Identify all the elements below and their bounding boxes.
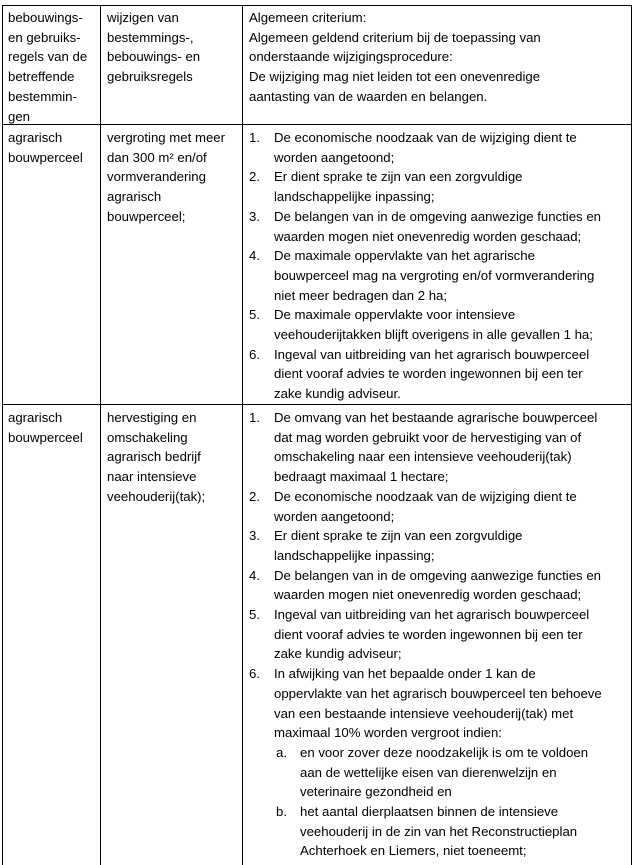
row-divider-1 bbox=[2, 124, 632, 125]
list-item-number: 6. bbox=[249, 346, 260, 362]
list-item-text: De economische noodzaak van de wijziging dient te bbox=[274, 488, 577, 504]
list-item-text: Ingeval van uitbreiding van het agrarisch bouwperceel bbox=[274, 346, 590, 362]
row2-col2-line: naar intensieve bbox=[107, 469, 197, 485]
list-item-number: 1. bbox=[249, 130, 260, 145]
list-item-text: De maximale oppervlakte voor intensieve bbox=[274, 307, 516, 323]
list-item-text: veehouderijtakken blijft overigens in alle gevallen 1 ha; bbox=[274, 327, 593, 342]
header-col2-line: bestemmings-, bbox=[107, 29, 194, 45]
table-border-left bbox=[2, 5, 3, 865]
table-border-right bbox=[631, 5, 632, 865]
list-item-text: De belangen van in de omgeving aanwezige functies en bbox=[274, 208, 601, 224]
header-col2-line: bebouwings- en bbox=[107, 49, 201, 65]
header-col1-line: en gebruiks- bbox=[8, 29, 81, 45]
row2-col2-line: agrarisch bedrijf bbox=[107, 449, 201, 465]
header-col3 bbox=[249, 8, 541, 107]
row1-col1-line: agrarisch bbox=[8, 130, 63, 145]
list-item-text: waarden mogen niet onevenredig worden geschaad; bbox=[274, 228, 582, 244]
list-item-text: niet meer bedragen dan 2 ha; bbox=[274, 287, 448, 303]
header-col1-line: gen bbox=[8, 108, 31, 124]
list-item-text: dient vooraf advies te worden ingewonnen bij een ter bbox=[274, 366, 583, 382]
list-item-text: bouwperceel mag na vergroting en/of vormverandering bbox=[274, 267, 595, 283]
criterion-line: onderstaande wijzigingsprocedure: bbox=[249, 49, 453, 65]
row2-col1-line: agrarisch bbox=[8, 410, 63, 425]
criterion-line: aantasting van de waarden en belangen. bbox=[249, 88, 488, 104]
row1-col2-line: vergroting met meer bbox=[107, 130, 225, 145]
sub-item-text: en voor zover deze noodzakelijk is om te voldoen bbox=[300, 744, 589, 760]
list-item-number: 4. bbox=[249, 567, 260, 583]
row2-col2-line: hervestiging en bbox=[107, 410, 197, 425]
list-item-number: 5. bbox=[249, 607, 260, 622]
list-item-text: In afwijking van het bepaalde onder 1 kan de bbox=[274, 666, 536, 682]
row1-col1-line: bouwperceel bbox=[8, 149, 83, 165]
header-col1-line: bestemmin- bbox=[8, 88, 77, 104]
list-item-number: 2. bbox=[249, 488, 260, 504]
list-item-text: zake kundig adviseur; bbox=[274, 646, 402, 662]
row1-col1 bbox=[8, 128, 83, 167]
row-divider-2 bbox=[2, 404, 632, 405]
list-item-text: De belangen van in de omgeving aanwezige functies en bbox=[274, 567, 601, 583]
list-item-text: zake kundig adviseur. bbox=[274, 386, 401, 402]
list-item-number: 5. bbox=[249, 307, 260, 323]
row1-col2-line: vormverandering bbox=[107, 169, 206, 185]
header-col2 bbox=[107, 8, 200, 87]
table-border-top bbox=[2, 5, 632, 6]
row2-col2-line: veehouderij(tak); bbox=[107, 488, 206, 504]
sub-item-text: veterinaire gezondheid en bbox=[300, 784, 452, 800]
list-item-text: worden aangetoond; bbox=[274, 508, 395, 524]
row2-col2-line: omschakeling bbox=[107, 429, 188, 445]
row1-col2-line: dan 300 m² en/of bbox=[107, 149, 207, 165]
sub-item-text: Achterhoek en Liemers, niet toeneemt; bbox=[300, 843, 527, 859]
header-col1-line: regels van de bbox=[8, 49, 88, 65]
sub-item-letter: b. bbox=[276, 804, 287, 819]
sub-item-text: het aantal dierplaatsen binnen de intensieve bbox=[300, 804, 559, 819]
list-item-text: dient vooraf advies te worden ingewonnen bij een ter bbox=[274, 626, 583, 642]
list-item-text: dat mag worden gebruikt voor de hervestiging van of bbox=[274, 429, 582, 445]
list-item-text: De maximale oppervlakte van het agrarische bbox=[274, 248, 535, 264]
list-item-number: 3. bbox=[249, 208, 260, 224]
list-item-text: Er dient sprake te zijn van een zorgvuldige bbox=[274, 528, 523, 544]
list-item-number: 1. bbox=[249, 410, 260, 425]
criterion-line: De wijziging mag niet leiden tot een onevenredige bbox=[249, 69, 541, 85]
row1-col2-line: agrarisch bbox=[107, 189, 162, 205]
list-item-text: landschappelijke inpassing; bbox=[274, 189, 435, 205]
criterion-title: Algemeen criterium: bbox=[249, 10, 367, 25]
list-item-text: van een bestaande intensieve veehouderij(tak) met bbox=[274, 705, 574, 721]
row1-col2 bbox=[107, 128, 225, 227]
list-item-number: 6. bbox=[249, 666, 260, 682]
list-item-text: Er dient sprake te zijn van een zorgvuldige bbox=[274, 169, 523, 185]
list-item-text: worden aangetoond; bbox=[274, 149, 395, 165]
row2-col1 bbox=[8, 408, 83, 447]
list-item-text: oppervlakte van het agrarisch bouwperceel ten behoeve bbox=[274, 685, 602, 701]
list-item-text: De omvang van het bestaande agrarische bouwperceel bbox=[274, 410, 598, 425]
header-col1-line: bebouwings- bbox=[8, 10, 83, 25]
sub-item-text: aan de wettelijke eisen van dierenwelzijn en bbox=[300, 764, 557, 780]
sub-item-text: veehouderij in de zin van het Reconstructieplan bbox=[300, 823, 578, 839]
list-item-number: 4. bbox=[249, 248, 260, 264]
column-divider-1 bbox=[100, 5, 101, 865]
row2-col1-line: bouwperceel bbox=[8, 429, 83, 445]
header-col1-line: betreffende bbox=[8, 69, 75, 85]
row1-col2-line: bouwperceel; bbox=[107, 208, 186, 224]
header-col1 bbox=[8, 8, 87, 126]
sub-item-letter: a. bbox=[276, 744, 287, 760]
list-item-text: landschappelijke inpassing; bbox=[274, 547, 435, 563]
list-item-text: De economische noodzaak van de wijziging dient te bbox=[274, 130, 577, 145]
criterion-line: Algemeen geldend criterium bij de toepassing van bbox=[249, 29, 541, 45]
list-item-text: omschakeling naar een intensieve veehouderij(tak) bbox=[274, 449, 572, 465]
header-col2-line: wijzigen van bbox=[107, 10, 179, 25]
list-item-text: maximaal 10% worden vergroot indien: bbox=[274, 725, 502, 741]
list-item-number: 3. bbox=[249, 528, 260, 544]
list-item-text: Ingeval van uitbreiding van het agrarisch bouwperceel bbox=[274, 607, 590, 622]
list-item-number: 2. bbox=[249, 169, 260, 185]
list-item-text: bedraagt maximaal 1 hectare; bbox=[274, 469, 449, 485]
row2-col2 bbox=[107, 408, 205, 507]
header-col2-line: gebruiksregels bbox=[107, 69, 193, 85]
list-item-text: waarden mogen niet onevenredig worden geschaad; bbox=[274, 587, 582, 603]
column-divider-2 bbox=[242, 5, 243, 865]
